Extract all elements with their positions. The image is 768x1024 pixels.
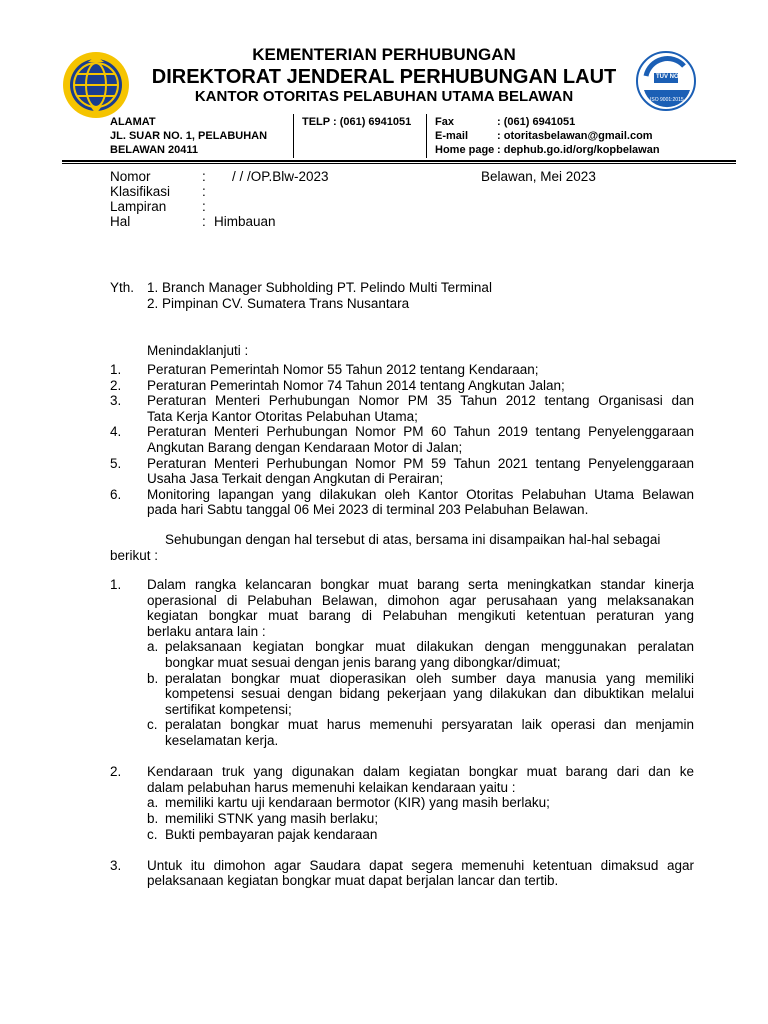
sub-point-line: memiliki kartu uji kendaraan bermotor (KIR) yang masih berlaku;	[165, 795, 550, 811]
sub-point-line: Bukti pembayaran pajak kendaraan	[165, 826, 378, 842]
point-line: Dalam rangka kelancaran bongkar muat barang serta meningkatkan standar kinerja	[147, 577, 694, 592]
reference-number: 2.	[110, 377, 122, 393]
reference-item	[110, 487, 694, 518]
email-label: E-mail	[435, 130, 469, 142]
recipient-item: 1. Branch Manager Subholding PT. Pelindo Multi Terminal	[147, 280, 492, 295]
sub-point-line: bongkar muat sesuai dengan jenis barang yang dibongkar/dimuat;	[165, 654, 561, 670]
reference-line: Angkutan Barang dengan Kendaraan Motor di Jalan;	[147, 439, 463, 455]
sub-point-line: peralatan bongkar muat harus memenuhi persyaratan laik operasi dan menjamin	[165, 717, 694, 733]
recipient-item: 2. Pimpinan CV. Sumatera Trans Nusantara	[147, 296, 410, 311]
reference-line: Peraturan Menteri Perhubungan Nomor PM 59 Tahun 2021 tentang Penyelenggaraan	[147, 455, 694, 471]
point-line: Untuk itu dimohon agar Saudara dapat segera memenuhi ketentuan dimaksud agar	[147, 857, 694, 873]
nomor-label: Nomor	[110, 169, 151, 184]
sub-point-item	[110, 639, 694, 670]
address-divider	[293, 114, 294, 158]
sub-point-letter: a.	[147, 639, 159, 655]
sub-point-letter: c.	[147, 717, 158, 733]
reference-item	[110, 424, 694, 455]
email-value: : otoritasbelawan@gmail.com	[497, 130, 653, 142]
reference-number: 6.	[110, 486, 122, 502]
reference-number: 3.	[110, 393, 122, 409]
sub-point-line: pelaksanaan kegiatan bongkar muat dilakukan dengan menggunakan peralatan	[165, 639, 694, 655]
lampiran-colon: :	[202, 199, 206, 214]
klasifikasi-colon: :	[202, 184, 206, 199]
sub-point-line: kompetensi sesuai dengan bidang pekerjaan yang dilakukan dan dibuktikan melalui	[165, 686, 694, 702]
lampiran-label: Lampiran	[110, 199, 167, 214]
reference-line: Peraturan Pemerintah Nomor 74 Tahun 2014 tentang Angkutan Jalan;	[147, 377, 565, 393]
sub-point-item	[110, 717, 694, 748]
reference-line: Tata Kerja Kantor Otoritas Pelabuhan Utama;	[147, 408, 418, 424]
homepage-value: : dephub.go.id/org/kopbelawan	[497, 144, 660, 156]
point-item	[110, 577, 694, 749]
header-rule-thin	[62, 163, 736, 164]
point-number: 2.	[110, 764, 122, 780]
fax-value: : (061) 6941051	[497, 116, 576, 128]
reference-item	[110, 378, 694, 394]
sub-point-item	[110, 827, 694, 843]
ministry-name: KEMENTERIAN PERHUBUNGAN	[252, 45, 516, 64]
address-line-1: JL. SUAR NO. 1, PELABUHAN	[110, 130, 268, 142]
sub-point-line: memiliki STNK yang masih berlaku;	[165, 810, 379, 826]
sub-point-item	[110, 811, 694, 827]
hal-label: Hal	[110, 214, 131, 229]
yth-label: Yth.	[110, 280, 135, 295]
telp-divider	[426, 114, 427, 158]
connector-line-2: berikut :	[110, 547, 159, 563]
connector-paragraph	[110, 532, 694, 563]
hal-value: Himbauan	[214, 214, 276, 229]
reference-number: 1.	[110, 362, 122, 377]
reference-item	[110, 393, 694, 424]
klasifikasi-label: Klasifikasi	[110, 184, 171, 199]
point-item	[110, 858, 694, 889]
connector-line-1: Sehubungan dengan hal tersebut di atas, bersama ini disampaikan hal-hal sebagai	[165, 532, 661, 547]
place-date: Belawan, Mei 2023	[481, 169, 596, 184]
directorate-name: DIREKTORAT JENDERAL PERHUBUNGAN LAUT	[151, 66, 617, 88]
point-line: berlaku antara lain :	[147, 623, 266, 639]
sub-point-letter: b.	[147, 670, 159, 686]
point-line: kegiatan bongkar muat barang di Pelabuhan mengikuti ketentuan peraturan yang	[147, 608, 694, 624]
sub-point-letter: c.	[147, 826, 158, 842]
sub-point-item	[110, 671, 694, 718]
hal-colon: :	[202, 214, 206, 229]
telp-number: TELP : (061) 6941051	[302, 116, 412, 128]
cert-iso-text: ISO 9001:2015	[650, 97, 684, 103]
office-name: KANTOR OTORITAS PELABUHAN UTAMA BELAWAN	[194, 88, 574, 105]
cert-brand-text: TÜV NORD	[656, 74, 688, 80]
address-label: ALAMAT	[110, 116, 156, 128]
address-line-2: BELAWAN 20411	[110, 144, 199, 156]
point-line: pelaksanaan kegiatan bongkar muat dapat berjalan lancar dan tertib.	[147, 873, 559, 889]
nomor-value: / / /OP.Blw-2023	[232, 169, 329, 184]
sub-point-item	[110, 795, 694, 811]
point-line: dalam pelabuhan harus memenuhi kelaikan kendaraan yaitu :	[147, 779, 516, 795]
reference-item	[110, 362, 694, 378]
sub-point-line: sertifikat kompetensi;	[165, 701, 292, 717]
reference-item	[110, 456, 694, 487]
point-number: 3.	[110, 857, 122, 873]
point-item	[110, 764, 694, 842]
intro-text: Menindaklanjuti :	[147, 343, 249, 358]
point-number: 1.	[110, 577, 122, 592]
nomor-colon: :	[202, 169, 206, 184]
address-block	[110, 115, 267, 157]
reference-number: 5.	[110, 455, 122, 471]
point-line: operasional di Pelabuhan Belawan, dimohon agar perusahaan yang melaksanakan	[147, 592, 694, 608]
reference-line: Usaha Jasa Terkait dengan Angkutan di Perairan;	[147, 471, 444, 487]
reference-line: Peraturan Pemerintah Nomor 55 Tahun 2012 tentang Kendaraan;	[147, 362, 539, 377]
sub-point-letter: a.	[147, 795, 159, 811]
reference-line: pada hari Sabtu tanggal 06 Mei 2023 di terminal 203 Pelabuhan Belawan.	[147, 502, 589, 518]
reference-line: Peraturan Menteri Perhubungan Nomor PM 60 Tahun 2019 tentang Penyelenggaraan	[147, 424, 694, 440]
reference-line: Peraturan Menteri Perhubungan Nomor PM 35 Tahun 2012 tentang Organisasi dan	[147, 393, 694, 409]
sub-point-letter: b.	[147, 810, 159, 826]
point-line: Kendaraan truk yang digunakan dalam kegiatan bongkar muat barang dari dan ke	[147, 764, 694, 780]
sub-point-line: peralatan bongkar muat dioperasikan oleh sumber daya manusia yang memiliki	[165, 670, 694, 686]
reference-list	[110, 362, 694, 518]
header-rule-thick	[62, 160, 736, 162]
contact-block	[435, 115, 660, 157]
fax-label: Fax	[435, 116, 454, 128]
sub-point-line: keselamatan kerja.	[165, 732, 279, 748]
points-list	[110, 577, 694, 889]
reference-number: 4.	[110, 424, 122, 440]
homepage-label: Home page	[435, 144, 495, 156]
reference-line: Monitoring lapangan yang dilakukan oleh Kantor Otoritas Pelabuhan Utama Belawan	[147, 486, 694, 502]
